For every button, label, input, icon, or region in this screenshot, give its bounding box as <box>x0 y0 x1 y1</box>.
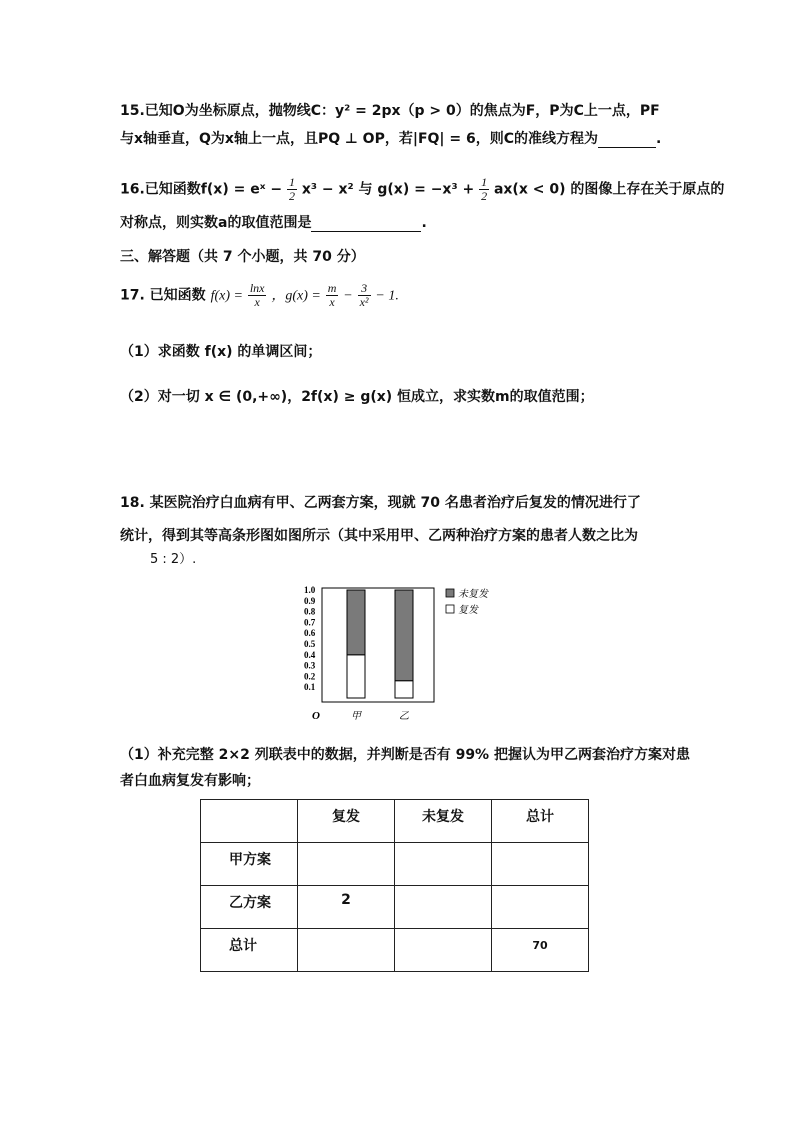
q17-g-den2: x² <box>359 295 369 309</box>
q16-answer-blank[interactable] <box>311 231 421 232</box>
bar-segment <box>395 590 413 681</box>
legend-label-not-relapse: 未复发 <box>458 589 488 600</box>
table-cell[interactable] <box>492 886 589 929</box>
table-cell[interactable] <box>395 843 492 886</box>
q18-line1: 18. 某医院治疗白血病有甲、乙两套方案，现就 70 名患者治疗后复发的情况进行了 <box>120 495 641 511</box>
q17-prefix: 17. 已知函数 <box>120 287 206 304</box>
q17-g-num2: 3 <box>358 282 371 296</box>
q17-stem <box>120 282 399 309</box>
section3-heading: 三、解答题（共 7 个小题，共 70 分） <box>120 249 365 265</box>
table-cell[interactable] <box>298 929 395 972</box>
q15-answer-blank[interactable] <box>598 147 656 148</box>
table-row-header: 乙方案 <box>201 886 298 929</box>
legend-label-relapse: 复发 <box>458 605 478 616</box>
q16-part-b: x³ − x² 与 g(x) = −x³ + <box>301 181 475 198</box>
table-header-cell <box>201 800 298 843</box>
plot-frame <box>322 588 434 702</box>
origin-label: O <box>312 710 320 722</box>
q17-g-frac-1 <box>326 282 339 309</box>
table-header-cell: 未复发 <box>395 800 492 843</box>
y-tick-label: 0.5 <box>304 639 316 649</box>
q16-frac-1 <box>287 176 297 203</box>
q17-part2: （2）对一切 x ∈ (0,+∞)，2f(x) ≥ g(x) 恒成立，求实数m的取值范围； <box>120 389 594 405</box>
q18-part1-line1: （1）补充完整 2×2 列联表中的数据，并判断是否有 99% 把握认为甲乙两套治疗方案对患 <box>120 747 690 763</box>
table-cell[interactable] <box>492 843 589 886</box>
y-tick-label: 0.7 <box>304 617 316 628</box>
q16-frac-2-num: 1 <box>481 175 488 189</box>
stacked-bar-chart <box>300 582 500 727</box>
table-row <box>201 843 589 886</box>
contingency-table <box>200 799 589 972</box>
table-cell[interactable]: 2 <box>298 886 395 929</box>
y-tick-label: 0.6 <box>304 628 316 639</box>
table-row-header: 总计 <box>201 929 298 972</box>
table-row <box>201 886 589 929</box>
table-header-cell: 复发 <box>298 800 395 843</box>
q17-part1: （1）求函数 f(x) 的单调区间； <box>120 344 322 360</box>
q17-f-frac <box>248 282 267 309</box>
bar-segment <box>347 655 365 698</box>
q16-line2 <box>120 212 427 232</box>
q16-frac-2-den: 2 <box>481 189 488 203</box>
q16-part-a: 16.已知函数f(x) = eˣ − <box>120 181 283 198</box>
q17-minus: − <box>343 288 353 304</box>
y-tick-label: 0.1 <box>304 682 316 693</box>
q18-ratio: 5 : 2）. <box>150 552 197 567</box>
q16-line2-end: . <box>421 215 427 231</box>
table-row-header: 甲方案 <box>201 843 298 886</box>
y-tick-label: 1.0 <box>304 585 316 595</box>
q15-line2-text: 与x轴垂直，Q为x轴上一点，且PQ ⊥ OP，若|FQ| = 6，则C的准线方程为 <box>120 131 599 147</box>
x-category-label: 甲 <box>351 711 361 722</box>
q16-frac-2 <box>479 176 489 203</box>
q18-part1-line2: 者白血病复发有影响； <box>120 773 260 789</box>
q17-f-den: x <box>254 295 260 309</box>
legend-swatch-not-relapse <box>446 589 454 597</box>
q16-frac-1-den: 2 <box>288 189 295 203</box>
q16-line2-text: 对称点，则实数a的取值范围是 <box>120 215 312 231</box>
y-tick-label: 0.4 <box>304 649 316 660</box>
q17-f-label: f(x) = <box>210 288 243 304</box>
y-tick-label: 0.8 <box>304 606 316 617</box>
y-tick-label: 0.2 <box>304 671 316 682</box>
table-cell[interactable] <box>298 843 395 886</box>
table-header-cell: 总计 <box>492 800 589 843</box>
table-cell[interactable] <box>395 886 492 929</box>
q18-line2: 统计，得到其等高条形图如图所示（其中采用甲、乙两种治疗方案的患者人数之比为 <box>120 528 638 544</box>
table-header-row <box>201 800 589 843</box>
q15-line2 <box>120 128 661 148</box>
q15-line2-end: . <box>656 131 662 147</box>
q17-g-num1: m <box>327 281 337 295</box>
q17-f-num: lnx <box>249 281 265 295</box>
table-cell[interactable]: 70 <box>492 929 589 972</box>
x-category-label: 乙 <box>399 711 409 722</box>
table-cell[interactable] <box>395 929 492 972</box>
q17-tail: − 1. <box>375 288 399 304</box>
q15-line1: 15.已知O为坐标原点，抛物线C：y² = 2px（p > 0）的焦点为F，P为C上一点，PF <box>120 103 660 119</box>
legend-swatch-relapse <box>446 605 454 613</box>
q16-line1 <box>120 176 724 203</box>
q17-g-label: ，g(x) = <box>271 288 321 304</box>
q17-g-den1: x <box>329 295 335 309</box>
bar-segment <box>395 681 413 698</box>
y-tick-label: 0.3 <box>304 660 316 671</box>
q17-g-frac-2 <box>358 282 371 309</box>
bar-segment <box>347 590 365 655</box>
table-row <box>201 929 589 972</box>
y-tick-label: 0.9 <box>304 595 316 606</box>
q16-part-c: ax(x < 0) 的图像上存在关于原点的 <box>493 181 725 198</box>
q16-frac-1-num: 1 <box>288 175 295 189</box>
